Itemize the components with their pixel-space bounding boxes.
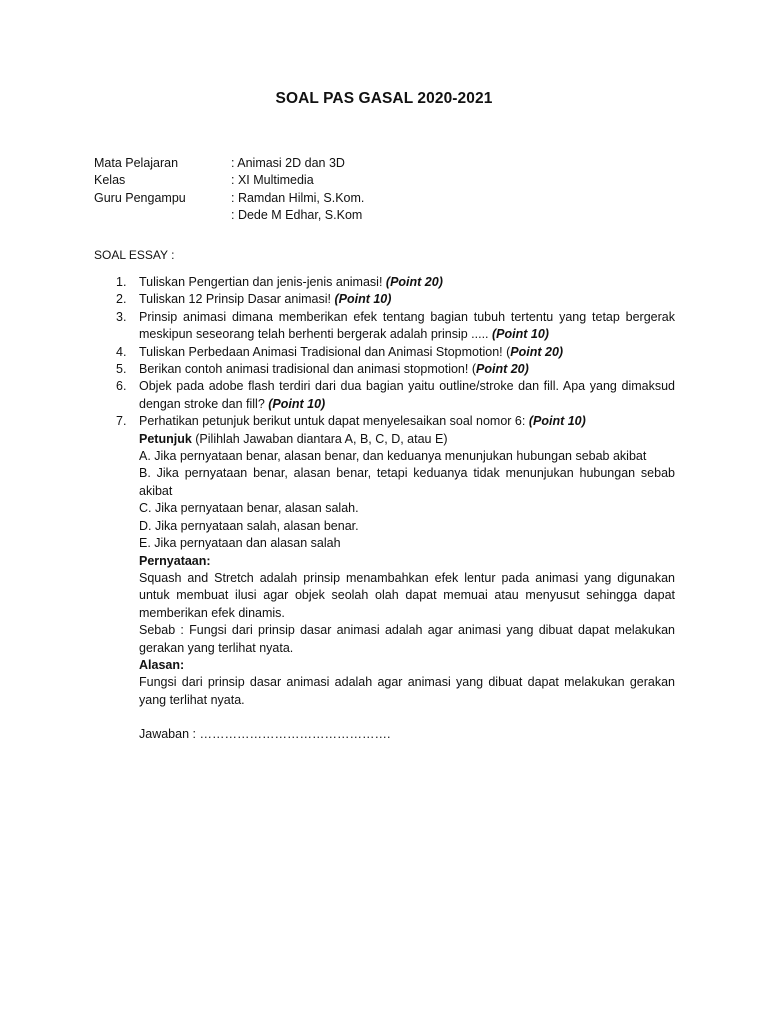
meta-value: : Animasi 2D dan 3D — [231, 156, 345, 170]
section-heading: SOAL ESSAY : — [94, 248, 175, 262]
question-text — [139, 344, 675, 361]
answer-line: Jawaban : ………………………………………. — [139, 727, 391, 742]
option-b: B. Jika pernyataan benar, alasan benar, tetapi keduanya tidak menunjukan hubungan sebab akibat — [139, 466, 675, 498]
question-number: 7. — [116, 414, 127, 429]
statement-label: Pernyataan: — [139, 553, 211, 568]
question-item — [116, 291, 675, 308]
question-points: (Point 10) — [492, 327, 549, 342]
meta-label: Mata Pelajaran — [94, 156, 179, 170]
meta-label: Guru Pengampu — [94, 190, 186, 205]
question-text — [139, 361, 675, 378]
spacer — [139, 709, 675, 726]
question-content: Tuliskan 12 Prinsip Dasar animasi! — [139, 292, 331, 307]
question-points: Point 20) — [510, 344, 564, 359]
meta-value: : Ramdan Hilmi, S.Kom. — [231, 190, 365, 205]
instruction-line — [139, 431, 675, 448]
meta-value: : Dede M Edhar, S.Kom — [231, 207, 363, 222]
instruction-text: (Pilihlah Jawaban diantara A, B, C, D, atau E) — [191, 431, 448, 446]
question-content: Tuliskan Perbedaan Animasi Tradisional dan Animasi Stopmotion! — [139, 344, 503, 359]
meta-value: : XI Multimedia — [231, 173, 314, 188]
meta-row-subject — [94, 155, 364, 172]
points-prefix: ( — [506, 344, 511, 359]
points-prefix: ( — [471, 362, 477, 377]
question-content: Prinsip animasi dimana memberikan efek tentang bagian tubuh tertentu yang tetap bergerak meskipun seseorang telah berhenti bergerak adalah prinsip ..... — [139, 309, 675, 342]
question-number: 1. — [116, 275, 127, 289]
question-body — [139, 413, 675, 743]
option-e: E. Jika pernyataan dan alasan salah — [139, 536, 341, 551]
question-content: Objek pada adobe flash terdiri dari dua bagian yaitu outline/stroke dan fill. Apa yang dimaksud dengan stroke dan fill? — [139, 379, 675, 411]
question-text — [139, 309, 675, 344]
meta-label — [94, 207, 231, 224]
question-content: Tuliskan Pengertian dan jenis-jenis animasi! — [139, 275, 383, 289]
reason-label: Alasan: — [139, 657, 185, 672]
question-item — [116, 344, 675, 361]
option-c: C. Jika pernyataan benar, alasan salah. — [139, 501, 359, 516]
question-number: 4. — [116, 344, 127, 359]
meta-label: Kelas — [94, 173, 126, 188]
meta-row-teacher — [94, 190, 364, 207]
option-a: A. Jika pernyataan benar, alasan benar, dan keduanya menunjukan hubungan sebab akibat — [139, 449, 647, 464]
question-content: Berikan contoh animasi tradisional dan animasi stopmotion! — [139, 362, 469, 377]
question-item — [116, 309, 675, 344]
metadata-block — [94, 155, 364, 224]
question-number: 2. — [116, 292, 127, 307]
question-points: (Point 20) — [385, 275, 443, 289]
meta-row-teacher-2 — [94, 207, 364, 224]
question-points: Point 20) — [476, 362, 529, 377]
question-item-7 — [116, 413, 675, 743]
reason-text: Fungsi dari prinsip dasar animasi adalah agar animasi yang dibuat dapat melakukan gerakan yang terlihat nyata. — [139, 675, 675, 707]
question-number: 6. — [116, 379, 127, 394]
instruction-label: Petunjuk — [139, 431, 192, 446]
question-text — [139, 274, 675, 291]
question-text — [139, 413, 675, 430]
question-item — [116, 378, 675, 413]
question-text — [139, 378, 675, 413]
question-points: (Point 10) — [528, 414, 586, 429]
cause-text: Sebab : Fungsi dari prinsip dasar animasi adalah agar animasi yang dibuat dapat melakukan gerakan yang terlihat nyata. — [139, 623, 675, 655]
question-number: 3. — [116, 309, 127, 324]
question-points: (Point 10) — [334, 292, 392, 307]
meta-row-class — [94, 172, 364, 189]
option-d: D. Jika pernyataan salah, alasan benar. — [139, 518, 359, 533]
question-item — [116, 274, 675, 291]
question-points: (Point 10) — [268, 396, 326, 411]
question-number: 5. — [116, 362, 127, 377]
question-text — [139, 291, 675, 308]
question-item — [116, 361, 675, 378]
question-content: Perhatikan petunjuk berikut untuk dapat menyelesaikan soal nomor 6: — [139, 414, 526, 429]
question-list — [116, 274, 675, 744]
statement-text: Squash and Stretch adalah prinsip menambahkan efek lentur pada animasi yang digunakan untuk membuat ilusi agar objek seolah olah dapat memuai atau menyusut sehingga dapat memberikan efek dinamis. — [139, 570, 675, 620]
document-title: SOAL PAS GASAL 2020-2021 — [275, 90, 493, 107]
